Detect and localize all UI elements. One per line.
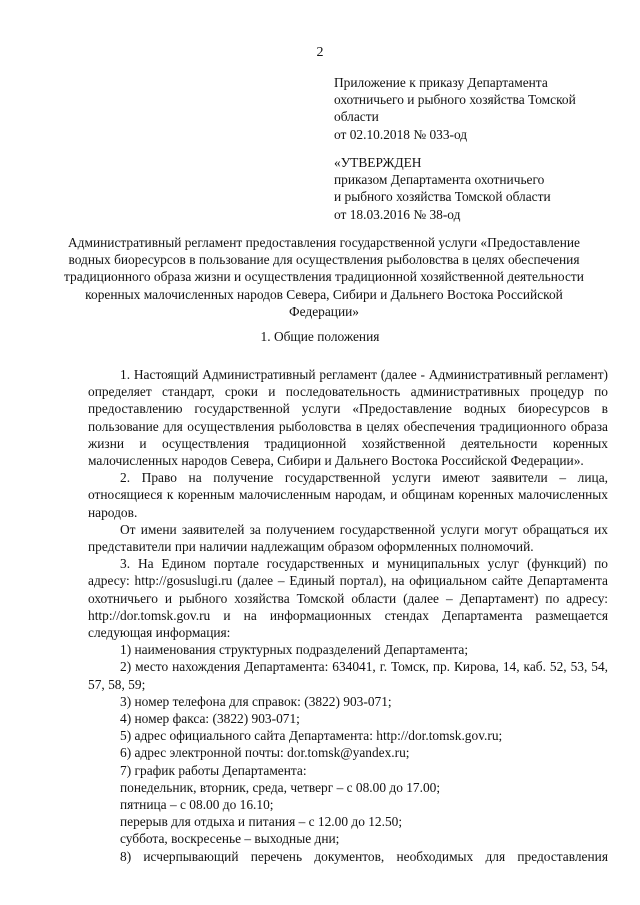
list-item: понедельник, вторник, среда, четверг – с 08.00 до 17.00; (120, 779, 441, 795)
paragraph-4: 3. На Едином портале государственных и муниципальных услуг (функций) по адресу: http://gosuslugi.ru (далее – Единый портал), на официальном сайте Департамента охотничьего и рыбного хозяйства Томской области (далее – Департамент) по адресу: http://dor.tomsk.gov.ru и на информационных стендах Департамента размещается следующая информация: (88, 556, 608, 641)
document-title: Административный регламент предоставления государственной услуги «Предоставление водных биоресурсов в пользование для осуществления рыболовства в целях обеспечения традиционного образа жизни и осуществления традиционной хозяйственной деятельности коренных малочисленных народов Севера, Сибири и Дальнего Востока Российской Федерации» (64, 235, 584, 319)
appendix-line: области (334, 109, 379, 125)
paragraph-1: 1. Настоящий Административный регламент (далее - Административный регламент) определяет стандарт, сроки и последовательность административных процедур по предоставлению государственной услуги «Предоставление водных биоресурсов в пользование для осуществления рыболовства в целях обеспечения традиционного образа жизни и осуществления традиционной хозяйственной деятельности коренных малочисленных народов Севера, Сибири и Дальнего Востока Российской Федерации». (88, 367, 608, 469)
paragraph-3: От имени заявителей за получением государственной услуги могут обращаться их представители при наличии надлежащим образом оформленных полномочий. (88, 521, 608, 555)
approval-stamp-text (334, 154, 604, 223)
list-item: пятница – с 08.00 до 16.10; (120, 797, 274, 813)
approval-line: и рыбного хозяйства Томской области (334, 189, 551, 205)
appendix-line: Приложение к приказу Департамента (334, 75, 548, 90)
list-item: 6) адрес электронной почты: dor.tomsk@yandex.ru; (120, 745, 410, 761)
approval-line: «УТВЕРЖДЕН (334, 155, 422, 170)
list-item: 4) номер факса: (3822) 903-071; (120, 711, 300, 727)
approval-line: приказом Департамента охотничьего (334, 172, 545, 188)
list-item-truncated: 8) исчерпывающий перечень документов, необходимых для предоставления (120, 848, 608, 864)
list-item: 3) номер телефона для справок: (3822) 903-071; (120, 693, 392, 709)
approval-line: от 18.03.2016 № 38-од (334, 206, 461, 222)
paragraph-2: 2. Право на получение государственной услуги имеют заявители – лица, относящиеся к коренным малочисленным народам, и общинам коренных малочисленных народов. (88, 470, 608, 520)
list-item: перерыв для отдыха и питания – с 12.00 до 12.50; (120, 814, 403, 830)
list-item: 2) место нахождения Департамента: 634041, г. Томск, пр. Кирова, 14, каб. 52, 53, 54, 57, 58, 59; (88, 659, 608, 692)
appendix-note (334, 74, 594, 143)
list-item: 7) график работы Департамента: (120, 762, 307, 778)
page-number: 2 (316, 45, 324, 60)
list-item: суббота, воскресенье – выходные дни; (120, 831, 340, 847)
list-item: 1) наименования структурных подразделений Департамента; (120, 642, 469, 658)
list-item: 5) адрес официального сайта Департамента: http://dor.tomsk.gov.ru; (120, 728, 503, 744)
appendix-line: от 02.10.2018 № 033-од (334, 126, 468, 142)
document-body (88, 366, 608, 865)
appendix-line: охотничьего и рыбного хозяйства Томской (334, 92, 576, 108)
section-heading: 1. Общие положения (260, 329, 380, 344)
